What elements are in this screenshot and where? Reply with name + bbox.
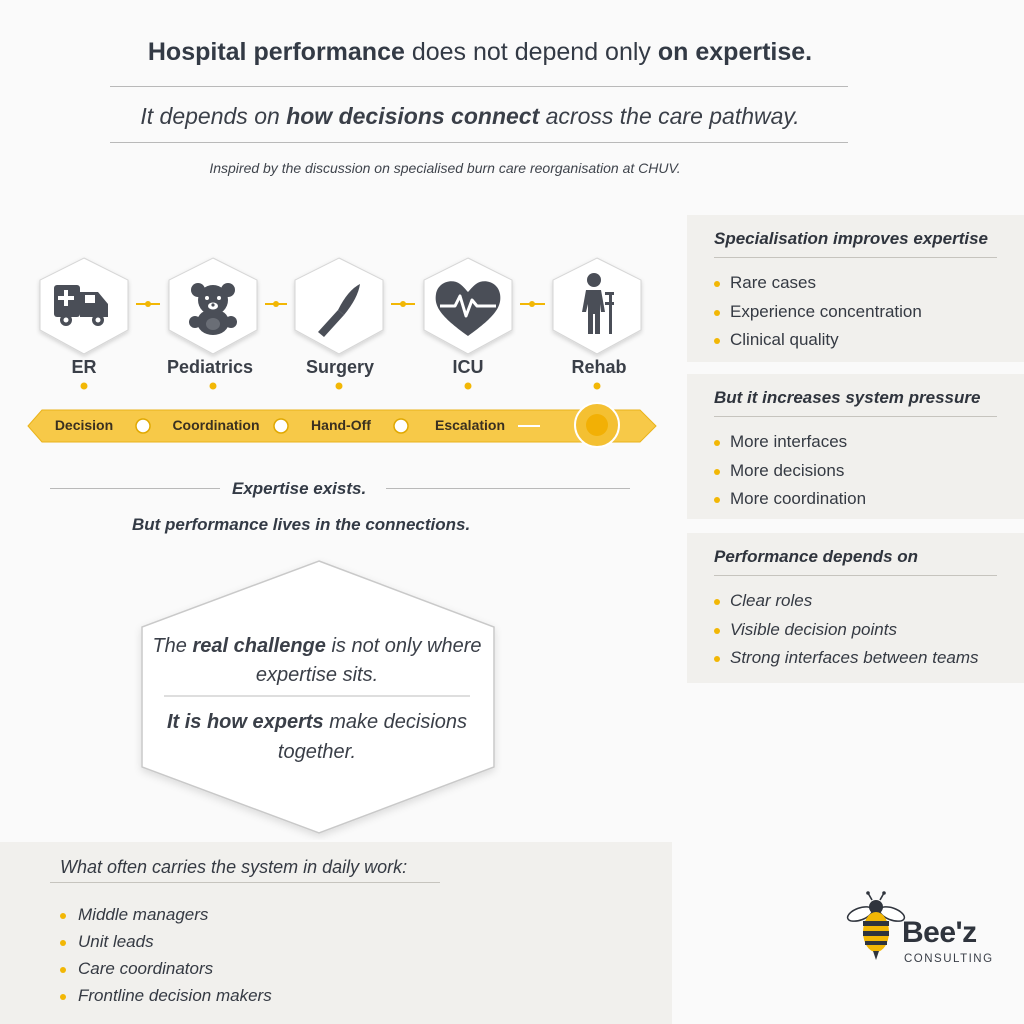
list-item-text: Clear roles xyxy=(730,591,813,610)
bullet-icon xyxy=(714,469,720,475)
panel-system-pressure xyxy=(687,374,1024,519)
list-item xyxy=(60,901,272,928)
daily-work-divider xyxy=(50,882,440,883)
list-item-text: Care coordinators xyxy=(78,959,214,978)
list-item-text: More decisions xyxy=(730,460,845,480)
list-item xyxy=(714,428,866,457)
list-item-text: Visible decision points xyxy=(730,619,897,639)
quote-b-part2: make decisions together. xyxy=(277,711,468,763)
headline xyxy=(0,38,960,67)
bullet-icon xyxy=(714,656,720,662)
list-item xyxy=(714,269,922,298)
quote-a-part2: real challenge xyxy=(192,635,326,657)
expertise-rule-left xyxy=(50,488,220,489)
stage-pins xyxy=(81,383,601,390)
quote-first-statement xyxy=(150,632,484,690)
stage-label-pediatrics: Pediatrics xyxy=(166,357,254,377)
panel-title: But it increases system pressure xyxy=(714,388,981,407)
bullet-icon xyxy=(714,440,720,446)
bullet-icon xyxy=(714,628,720,634)
list-item xyxy=(60,928,272,955)
bullet-icon xyxy=(714,338,720,344)
panel-title: Performance depends on xyxy=(714,547,919,566)
performance-connections: But performance lives in the connections. xyxy=(132,515,471,534)
stage-label-er: ER xyxy=(71,357,97,377)
daily-work-list xyxy=(60,901,272,1009)
list-item xyxy=(714,326,922,355)
subhead-divider xyxy=(110,142,848,143)
connector-decision: Decision xyxy=(54,417,114,433)
panel-divider xyxy=(714,575,997,576)
bullet-icon xyxy=(60,967,66,973)
list-item-text: Middle managers xyxy=(78,905,209,924)
bullet-icon xyxy=(714,281,720,287)
bullet-icon xyxy=(60,940,66,946)
list-item-text: More interfaces xyxy=(730,432,848,451)
list-item-text: Clinical quality xyxy=(730,330,839,349)
expertise-exists: Expertise exists. xyxy=(232,479,367,498)
panel-title: Specialisation improves expertise xyxy=(714,229,989,248)
bullet-icon xyxy=(714,310,720,316)
quote-b-part1: It is how experts xyxy=(166,711,324,733)
quote-hexagon xyxy=(130,555,510,840)
stage-label-icu: ICU xyxy=(452,357,484,377)
stage-label-rehab: Rehab xyxy=(571,357,627,377)
daily-work-title: What often carries the system in daily work: xyxy=(60,857,408,877)
list-item-text: More coordination xyxy=(730,489,867,508)
panel-divider xyxy=(714,416,997,417)
list-item xyxy=(714,457,866,486)
bullet-icon xyxy=(714,497,720,503)
headline-part2: does not depend only xyxy=(404,38,658,66)
subhead-part1: It depends on xyxy=(140,103,287,129)
bee-logo-icon xyxy=(846,890,906,962)
list-item xyxy=(60,982,272,1009)
list-item xyxy=(714,298,922,327)
quote-second-statement xyxy=(150,707,484,767)
list-item xyxy=(714,616,979,645)
connector-hand-off: Hand-Off xyxy=(311,417,371,433)
bullet-icon xyxy=(60,913,66,919)
subhead-part2: how decisions connect xyxy=(286,103,540,129)
list-item xyxy=(60,955,272,982)
headline-divider xyxy=(110,86,848,87)
expertise-rule-right xyxy=(386,488,630,489)
logo-name: Bee'z xyxy=(902,916,977,949)
bullet-icon xyxy=(60,994,66,1000)
stage-hex-surgery xyxy=(295,258,383,354)
panel-divider xyxy=(714,257,997,258)
panel-specialisation xyxy=(687,215,1024,362)
headline-part3: on expertise. xyxy=(657,38,813,66)
stage-label-surgery: Surgery xyxy=(305,357,375,377)
panel-performance xyxy=(687,533,1024,683)
list-item-text: Strong interfaces between teams xyxy=(730,648,979,667)
list-item-text: Rare cases xyxy=(730,273,816,292)
list-item-text: Experience concentration xyxy=(730,301,922,321)
credit-line: Inspired by the discussion on specialised burn care reorganisation at CHUV. xyxy=(209,160,681,176)
list-item-text: Unit leads xyxy=(78,932,154,951)
quote-a-part3: is not only where expertise sits. xyxy=(255,635,482,686)
connector-coordination: Coordination xyxy=(172,417,260,433)
logo-subtitle: CONSULTING xyxy=(904,953,994,965)
connector-escalation: Escalation xyxy=(434,417,506,433)
subheadline xyxy=(0,103,940,130)
list-item xyxy=(714,485,866,514)
list-item xyxy=(714,644,979,673)
list-item xyxy=(714,587,979,616)
headline-part1: Hospital performance xyxy=(147,38,405,66)
list-item-text: Frontline decision makers xyxy=(78,986,272,1005)
subhead-part3: across the care pathway. xyxy=(539,103,800,129)
quote-a-part1: The xyxy=(152,635,193,657)
bullet-icon xyxy=(714,599,720,605)
